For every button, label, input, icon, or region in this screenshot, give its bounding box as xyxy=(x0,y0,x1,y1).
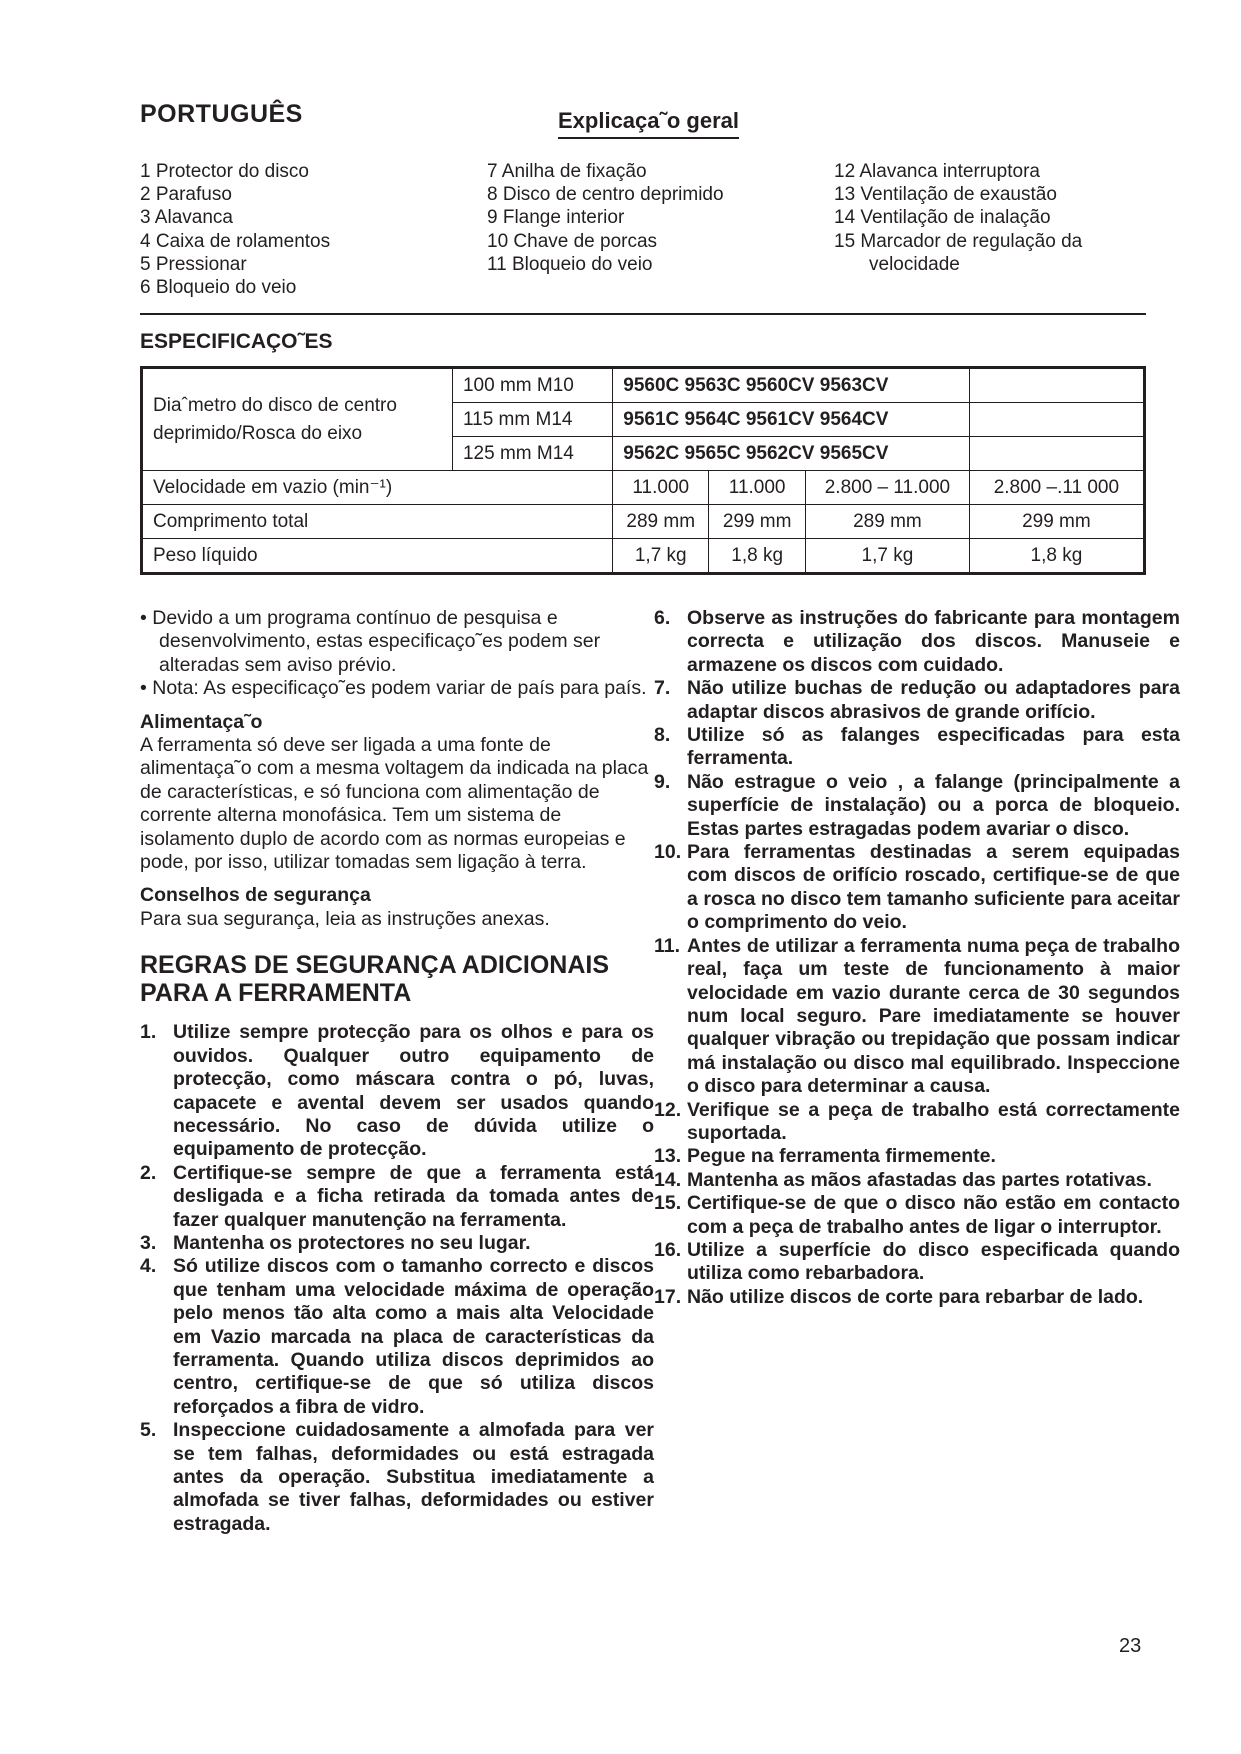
weight-value: 1,8 kg xyxy=(969,539,1144,574)
general-explanation-title: Explicaça˜o geral xyxy=(558,108,739,139)
legend-column-2 xyxy=(487,160,724,276)
rule-number: 3. xyxy=(140,1231,157,1254)
rule-text: Mantenha as mãos afastadas das partes rotativas. xyxy=(687,1168,1152,1191)
rule-number: 8. xyxy=(654,724,671,747)
rule-text: Para ferramentas destinadas a serem equipadas com discos de orifício roscado, certifique-se de que a rosca no disco tem tamanho suficiente para aceitar o comprimento do veio. xyxy=(687,841,1180,934)
rule-text: Só utilize discos com o tamanho correcto e discos que tenham uma velocidade máxima de operação pelo menos tão alta como a mais alta Velocidade em Vazio marcada na placa de características da ferramenta. Quando utiliza discos deprimidos ao centro, certifique-se de que só utiliza discos reforçados a fibra de vidro. xyxy=(173,1255,654,1418)
length-label: Comprimento total xyxy=(142,505,613,539)
model-list: 9560C 9563C 9560CV 9563CV xyxy=(613,368,969,403)
model-list: 9562C 9565C 9562CV 9565CV xyxy=(613,437,969,471)
empty-cell xyxy=(969,437,1144,471)
legend-item: 10 Chave de porcas xyxy=(487,230,658,252)
rule-number: 4. xyxy=(140,1255,157,1278)
legend-item: 3 Alavanca xyxy=(140,207,233,229)
legend-column-1 xyxy=(140,160,330,299)
rule-item xyxy=(654,1286,1180,1309)
legend-item: 12 Alavanca interruptora xyxy=(834,161,1040,182)
rule-number: 17. xyxy=(654,1285,682,1308)
rule-text: Certifique-se de que o disco não estão em contacto com a peça de trabalho antes de ligar o interruptor. xyxy=(687,1192,1180,1238)
rule-text: Observe as instruções do fabricante para montagem correcta e utilização dos discos. Manuseie e armazene os discos com cuidado. xyxy=(687,607,1180,676)
rule-item xyxy=(654,677,1180,724)
rule-number: 15. xyxy=(654,1192,682,1215)
rule-text: Utilize sempre protecção para os olhos e para os ouvidos. Qualquer outro equipamento de protecção, como máscara contra o pó, luvas, capacete e avental devem ser usados quando necessário. No caso de dúvida utilize o equipamento de protecção. xyxy=(173,1021,654,1161)
rule-text: Certifique-se sempre de que a ferramenta está desligada e a ficha retirada da tomada antes de fazer qualquer manutenção na ferramenta. xyxy=(173,1161,654,1231)
empty-cell xyxy=(969,403,1144,437)
legend-item: 11 Bloqueio do veio xyxy=(487,253,653,275)
disc-size: 125 mm M14 xyxy=(452,437,612,471)
rules-title: REGRAS DE SEGURANÇA ADICIONAIS PARA A FERRAMENTA xyxy=(140,951,610,1008)
rule-text: Não utilize buchas de redução ou adaptadores para adaptar discos abrasivos de grande orifício. xyxy=(687,677,1180,723)
safety-advice-text: Para sua segurança, leia as instruções anexas. xyxy=(140,907,550,930)
rule-item xyxy=(654,1145,1180,1168)
rule-text: Não utilize discos de corte para rebarbar de lado. xyxy=(687,1285,1144,1308)
length-value: 289 mm xyxy=(613,505,709,539)
rule-text: Utilize só as falanges especificadas para esta ferramenta. xyxy=(687,724,1180,770)
rule-item xyxy=(140,1021,654,1161)
right-column xyxy=(654,607,1180,1309)
rule-item xyxy=(654,1099,1180,1146)
page-number: 23 xyxy=(1119,1635,1142,1657)
weight-label: Peso líquido xyxy=(142,539,613,574)
diameter-label: Diaˆmetro do disco de centro deprimido/Rosca do eixo xyxy=(142,368,453,471)
weight-value: 1,8 kg xyxy=(709,539,806,574)
rule-number: 5. xyxy=(140,1419,157,1442)
left-column xyxy=(140,607,654,1536)
legend-item: 13 Ventilação de exaustão xyxy=(834,184,1057,206)
speed-label: Velocidade em vazio (min⁻¹) xyxy=(142,471,613,505)
rule-number: 16. xyxy=(654,1238,682,1261)
rule-number: 13. xyxy=(654,1145,682,1168)
legend-item: 7 Anilha de fixação xyxy=(487,161,647,182)
rule-number: 7. xyxy=(654,677,671,700)
rule-item xyxy=(654,1169,1180,1192)
disc-size: 115 mm M14 xyxy=(452,403,612,437)
legend-item: 15 Marcador de regulação da xyxy=(834,230,1083,252)
note-item: • Devido a um programa contínuo de pesquisa e desenvolvimento, estas especificaço˜es podem ser alteradas sem aviso prévio. xyxy=(140,607,601,676)
rule-text: Utilize a superfície do disco especificada quando utiliza como rebarbadora. xyxy=(687,1238,1180,1285)
weight-value: 1,7 kg xyxy=(806,539,970,574)
section-divider xyxy=(140,313,1146,315)
rule-item xyxy=(140,1162,654,1232)
rule-text: Antes de utilizar a ferramenta numa peça de trabalho real, faça um teste de funcionamento à maior velocidade em vazio durante cerca de 30 segundos num local seguro. Pare imediatamente se houver qualquer vibração ou trepidação que possam indicar má instalação ou disco mal equilibrado. Inspeccione o disco para determinar a causa. xyxy=(687,934,1180,1098)
rule-item xyxy=(654,841,1180,935)
language-heading: PORTUGUÊS xyxy=(140,100,303,128)
legend-item: 14 Ventilação de inalação xyxy=(834,207,1051,229)
rule-item xyxy=(140,1419,654,1536)
rule-number: 9. xyxy=(654,770,671,793)
rule-item xyxy=(140,1255,654,1419)
rule-number: 11. xyxy=(654,934,681,957)
rule-item xyxy=(654,607,1180,677)
legend-item: 6 Bloqueio do veio xyxy=(140,277,297,299)
rule-number: 12. xyxy=(654,1098,682,1121)
speed-value: 2.800 – 11.000 xyxy=(806,471,970,505)
length-value: 299 mm xyxy=(709,505,806,539)
rule-number: 1. xyxy=(140,1021,157,1044)
legend-column-3 xyxy=(834,160,1082,276)
speed-value: 11.000 xyxy=(613,471,709,505)
rule-number: 6. xyxy=(654,607,671,629)
speed-value: 2.800 –.11 000 xyxy=(969,471,1144,505)
length-value: 289 mm xyxy=(806,505,970,539)
legend-item: 1 Protector do disco xyxy=(140,161,309,182)
model-list: 9561C 9564C 9561CV 9564CV xyxy=(613,403,969,437)
rule-number: 14. xyxy=(654,1168,682,1191)
rule-text: Verifique se a peça de trabalho está correctamente suportada. xyxy=(687,1098,1180,1144)
rule-item xyxy=(654,1192,1180,1239)
rule-item xyxy=(654,935,1180,1099)
empty-cell xyxy=(969,368,1144,403)
weight-value: 1,7 kg xyxy=(613,539,709,574)
rule-item xyxy=(654,724,1180,771)
legend-item: 9 Flange interior xyxy=(487,207,625,229)
specifications-table xyxy=(140,366,1146,575)
power-title: Alimentaça˜o xyxy=(140,710,263,733)
power-text: A ferramenta só deve ser ligada a uma fonte de alimentaça˜o com a mesma voltagem da indicada na placa de características, e só funciona com alimentação de corrente alterna monofásica. Tem um sistema de isolamento duplo de acordo com as normas europeias e pode, por isso, utilizar tomadas sem ligação à terra. xyxy=(140,734,649,874)
note-item: • Nota: As especificaço˜es podem variar de país para país. xyxy=(140,677,647,700)
rule-item xyxy=(654,771,1180,841)
speed-value: 11.000 xyxy=(709,471,806,505)
legend-item: 2 Parafuso xyxy=(140,184,232,206)
rule-text: Pegue na ferramenta firmemente. xyxy=(687,1145,996,1168)
rule-number: 2. xyxy=(140,1161,157,1184)
specifications-title: ESPECIFICAÇO˜ES xyxy=(140,330,333,353)
rule-text: Inspeccione cuidadosamente a almofada para ver se tem falhas, deformidades ou está estragada antes da operação. Substitua imediatamente a almofada se tiver falhas, deformidades ou estiver estragada. xyxy=(173,1419,654,1535)
legend-item: 8 Disco de centro deprimido xyxy=(487,184,724,206)
safety-advice-title: Conselhos de segurança xyxy=(140,884,371,907)
legend-item-continued: velocidade xyxy=(869,253,960,275)
rule-text: Não estrague o veio , a falange (principalmente a superfície de instalação) ou a porca de bloqueio. Estas partes estragadas podem avariar o disco. xyxy=(687,770,1180,840)
rule-item xyxy=(140,1232,654,1255)
rule-number: 10. xyxy=(654,841,682,864)
rule-text: Mantenha os protectores no seu lugar. xyxy=(173,1231,531,1254)
rule-item xyxy=(654,1239,1180,1286)
length-value: 299 mm xyxy=(969,505,1144,539)
disc-size: 100 mm M10 xyxy=(452,368,612,403)
legend-item: 5 Pressionar xyxy=(140,253,247,275)
legend-item: 4 Caixa de rolamentos xyxy=(140,230,331,252)
